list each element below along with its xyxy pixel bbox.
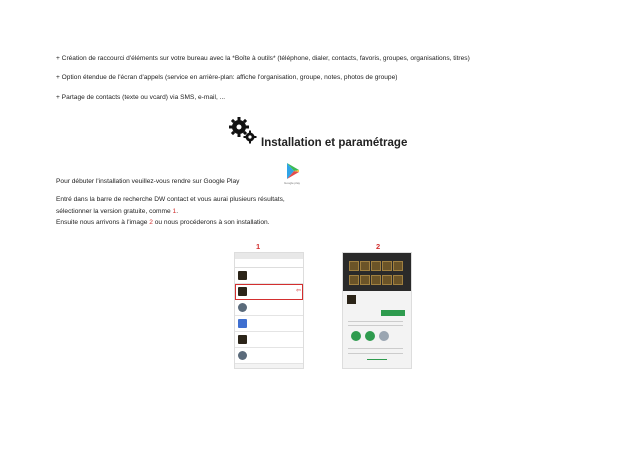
- gears-icon: [228, 116, 258, 144]
- screenshot-label-1: 1: [256, 242, 261, 251]
- list-item: [235, 268, 303, 284]
- ref-number-2: 2: [149, 219, 153, 226]
- intro-text: Pour débuter l'installation veuillez-vous rendre sur Google Play: [56, 178, 240, 185]
- bullet-shortcuts: + Création de raccourci d'éléments sur votre bureau avec la *Boîte à outils* (téléphone, dialer, contacts, favoris, groupes, organisations, titres): [56, 55, 470, 62]
- instruction-line-1: Entré dans la barre de recherche DW contact et vous aurai plusieurs résultats,: [56, 196, 285, 203]
- bullet-sharing: + Partage de contacts (texte ou vcard) via SMS, e-mail, ...: [56, 94, 226, 101]
- list-item-selected: [235, 284, 303, 300]
- list-item: [235, 316, 303, 332]
- google-play-logo: [275, 161, 309, 189]
- search-bar: [235, 259, 303, 268]
- screenshot-label-2: 2: [376, 242, 381, 251]
- list-item: [235, 332, 303, 348]
- app-icon: [347, 295, 356, 304]
- section-heading: [228, 116, 428, 150]
- google-play-icon: [275, 161, 309, 181]
- instruction-line-3: Ensuite nous arrivons à l'image 2 ou nous procéderons à son installation.: [56, 219, 270, 226]
- list-item: [235, 300, 303, 316]
- screenshot-search-results: [234, 252, 304, 369]
- page-title: Installation et paramétrage: [261, 137, 408, 149]
- screenshot-app-page: [342, 252, 412, 369]
- list-item: [235, 348, 303, 364]
- instruction-line-2: sélectionner la version gratuite, comme 1.: [56, 208, 179, 215]
- bullet-call-screen: + Option étendue de l'écran d'appels (service en arrière-plan: affiche l'organisation, groupe, notes, photos de groupe): [56, 74, 398, 81]
- google-play-label: Google play: [283, 181, 300, 185]
- install-button: [381, 310, 405, 316]
- arrow-left-icon: ⇦: [295, 288, 301, 294]
- ref-number-1: 1: [172, 208, 177, 215]
- app-banner: [343, 253, 411, 291]
